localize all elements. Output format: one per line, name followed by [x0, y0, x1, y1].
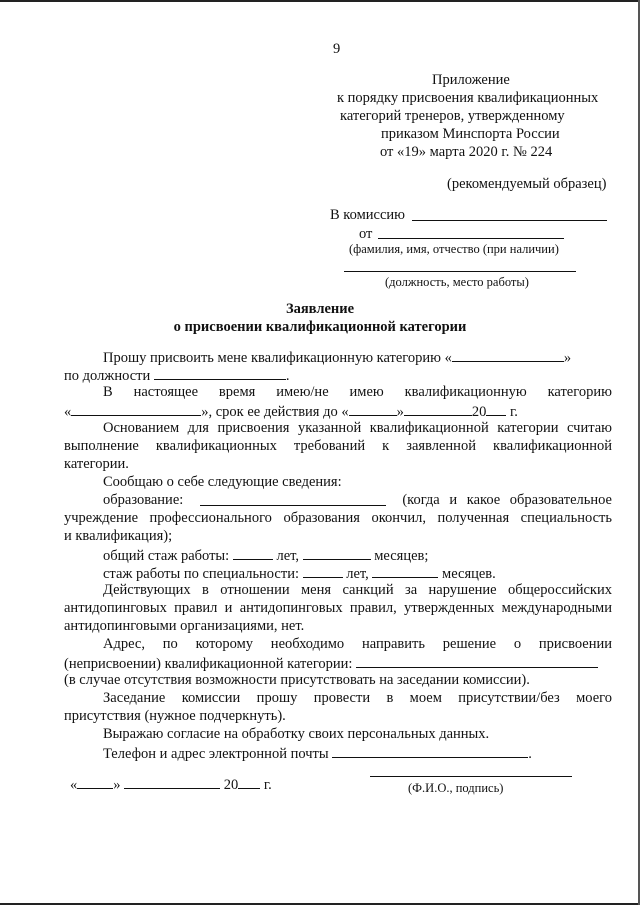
current-category-blank [71, 401, 201, 416]
date-year-suffix: г. [263, 777, 272, 793]
category-blank [452, 347, 564, 362]
years-label: лет, [276, 548, 299, 564]
experience-months-blank [303, 545, 371, 560]
education-blank [200, 491, 386, 506]
experience-line [103, 545, 428, 565]
meeting-line-2: присутствия (нужное подчеркнуть). [64, 708, 286, 724]
experience-years-blank [233, 545, 273, 560]
date-month-blank [124, 774, 220, 789]
word: квалификационную [404, 384, 527, 400]
doping-line-2: антидопинговых правил и антидопинговых правил, утвержденных международными [64, 600, 612, 616]
education-label: образование: [103, 492, 184, 508]
address-blank [356, 653, 598, 668]
date-close-quote: » [113, 777, 121, 793]
months-label: месяцев. [442, 566, 496, 582]
request-close-quote: » [563, 350, 572, 366]
basis-line-3: категории. [64, 456, 129, 472]
basis-line-1: Основанием для присвоения указанной квалификационной категории считаю [103, 420, 612, 436]
position-blank [344, 271, 576, 272]
validity-day-blank [349, 401, 397, 416]
education-line-2: учреждение профессионального образования окончил, полученная специальность [64, 510, 612, 526]
commission-blank [412, 220, 607, 221]
doping-line-3: антидопинговыми организациями, нет. [64, 618, 305, 634]
year-suffix: г. [509, 404, 518, 420]
request-line-2 [64, 365, 289, 385]
specialty-experience-label: стаж работы по специальности: [103, 566, 299, 582]
header-line-4: приказом Минспорта России [381, 126, 560, 142]
contact-blank [332, 743, 528, 758]
scan-edge-top [0, 0, 640, 2]
specialty-months-blank [372, 563, 438, 578]
word: категорию [547, 384, 612, 400]
validity-year-prefix: 20 [471, 404, 487, 420]
category-validity-line [64, 401, 518, 421]
education-line-1 [103, 491, 612, 509]
word: имею [349, 384, 384, 400]
document-subtitle: о присвоении квалификационной категории [173, 319, 467, 335]
info-intro: Сообщаю о себе следующие сведения: [103, 474, 342, 490]
date-year-blank [238, 774, 260, 789]
education-hint: (когда и какое образовательное [402, 492, 612, 508]
position-dot: . [285, 368, 290, 384]
header-line-3: категорий тренеров, утвержденному [340, 108, 565, 124]
contact-line [103, 743, 532, 763]
date-day-blank [77, 774, 113, 789]
contact-dot: . [528, 746, 532, 762]
date-year-prefix: 20 [223, 777, 239, 793]
address-label: (неприсвоении) квалификационной категории: [64, 656, 353, 672]
fio-caption: (фамилия, имя, отчество (при наличии) [349, 242, 559, 256]
education-line-3: и квалификация); [64, 528, 173, 544]
header-line-1: Приложение [432, 72, 510, 88]
meeting-line-1: Заседание комиссии прошу провести в моем присутствии/без моего [103, 690, 612, 706]
word: В [103, 384, 113, 400]
current-category-line [103, 383, 612, 401]
consent-line: Выражаю согласие на обработку своих персональных данных. [103, 726, 490, 742]
date-line [70, 774, 272, 794]
word: имею/не [276, 384, 329, 400]
request-text: Прошу присвоить мене квалификационную категорию « [103, 350, 452, 366]
years-label: лет, [346, 566, 369, 582]
word: время [218, 384, 256, 400]
header-line-5: от «19» марта 2020 г. № 224 [380, 144, 553, 160]
validity-year-blank [486, 401, 506, 416]
request-line-1 [103, 347, 571, 367]
basis-line-2: выполнение квалификационных требований к заявленной квалификационной [64, 438, 612, 454]
sample-note: (рекомендуемый образец) [447, 176, 607, 192]
open-quote: « [64, 404, 72, 420]
close-quote: » [396, 404, 404, 420]
doping-line-1: Действующих в отношении меня санкций за нарушение общероссийских [103, 582, 612, 598]
page-number: 9 [333, 41, 341, 57]
to-commission-label: В комиссию [330, 207, 405, 223]
from-blank [378, 238, 564, 239]
document-title: Заявление [285, 301, 355, 317]
position-field-blank [154, 365, 286, 380]
from-label: от [359, 226, 373, 242]
address-line-3: (в случае отсутствия возможности присутствовать на заседании комиссии). [64, 672, 530, 688]
date-open-quote: « [70, 777, 78, 793]
contact-label: Телефон и адрес электронной почты [103, 746, 329, 762]
signature-caption: (Ф.И.О., подпись) [408, 781, 504, 795]
word: настоящее [133, 384, 199, 400]
header-line-2: к порядку присвоения квалификационных [337, 90, 599, 106]
signature-blank [370, 776, 572, 777]
position-caption: (должность, место работы) [385, 275, 529, 289]
validity-text: », срок ее действия до « [201, 404, 349, 420]
experience-label: общий стаж работы: [103, 548, 230, 564]
specialty-experience-line [103, 563, 496, 583]
position-label: по должности [64, 368, 151, 384]
address-line-1: Адрес, по которому необходимо направить решение о присвоении [103, 636, 612, 652]
address-line-2 [64, 653, 598, 673]
months-label: месяцев; [374, 548, 429, 564]
specialty-years-blank [303, 563, 343, 578]
validity-month-blank [404, 401, 472, 416]
